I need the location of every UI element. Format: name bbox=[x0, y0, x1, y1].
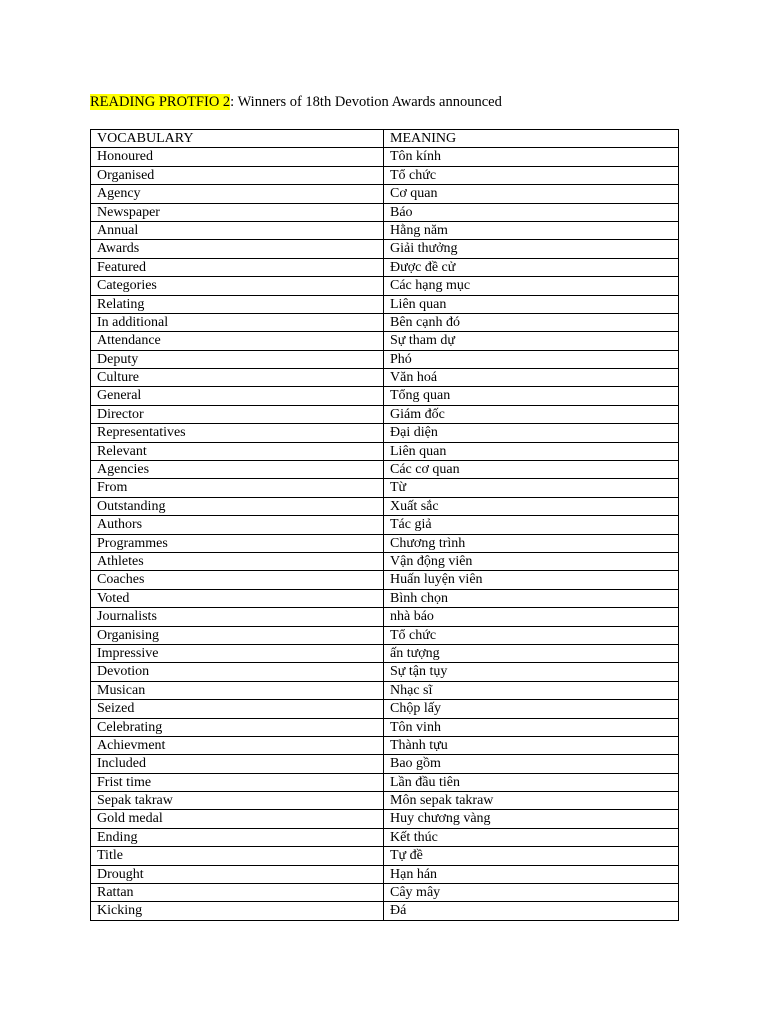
meaning-cell: Sự tham dự bbox=[384, 332, 679, 350]
vocabulary-cell: Frist time bbox=[91, 773, 384, 791]
table-row bbox=[91, 424, 679, 442]
meaning-cell: Xuất sắc bbox=[384, 497, 679, 515]
table-row bbox=[91, 203, 679, 221]
meaning-cell: Chộp lấy bbox=[384, 700, 679, 718]
meaning-cell: Tổ chức bbox=[384, 626, 679, 644]
table-row bbox=[91, 516, 679, 534]
meaning-cell: Giám đốc bbox=[384, 405, 679, 423]
meaning-cell: Từ bbox=[384, 479, 679, 497]
meaning-cell: Bao gồm bbox=[384, 755, 679, 773]
meaning-cell: Văn hoá bbox=[384, 369, 679, 387]
vocabulary-cell: Programmes bbox=[91, 534, 384, 552]
vocabulary-cell: Achievment bbox=[91, 736, 384, 754]
header-vocabulary: VOCABULARY bbox=[91, 130, 384, 148]
vocabulary-cell: Impressive bbox=[91, 644, 384, 662]
meaning-cell: Huấn luyện viên bbox=[384, 571, 679, 589]
vocabulary-cell: Celebrating bbox=[91, 718, 384, 736]
meaning-cell: Bình chọn bbox=[384, 589, 679, 607]
meaning-cell: Liên quan bbox=[384, 442, 679, 460]
page-title bbox=[90, 92, 502, 112]
vocabulary-cell: Culture bbox=[91, 369, 384, 387]
meaning-cell: nhà báo bbox=[384, 608, 679, 626]
vocabulary-cell: In additional bbox=[91, 313, 384, 331]
table-row bbox=[91, 626, 679, 644]
vocabulary-cell: Ending bbox=[91, 828, 384, 846]
meaning-cell: Báo bbox=[384, 203, 679, 221]
meaning-cell: Giải thưởng bbox=[384, 240, 679, 258]
meaning-cell: Lần đầu tiên bbox=[384, 773, 679, 791]
meaning-cell: Nhạc sĩ bbox=[384, 681, 679, 699]
vocabulary-cell: Journalists bbox=[91, 608, 384, 626]
table-row bbox=[91, 148, 679, 166]
vocabulary-cell: Athletes bbox=[91, 552, 384, 570]
table-row bbox=[91, 240, 679, 258]
vocabulary-cell: Newspaper bbox=[91, 203, 384, 221]
vocabulary-cell: Deputy bbox=[91, 350, 384, 368]
table-row bbox=[91, 718, 679, 736]
meaning-cell: ấn tượng bbox=[384, 644, 679, 662]
table-row bbox=[91, 369, 679, 387]
meaning-cell: Được đề cử bbox=[384, 258, 679, 276]
table-row bbox=[91, 828, 679, 846]
table-row bbox=[91, 405, 679, 423]
meaning-cell: Cây mây bbox=[384, 884, 679, 902]
table-row bbox=[91, 792, 679, 810]
meaning-cell: Các hạng mục bbox=[384, 277, 679, 295]
vocabulary-cell: Coaches bbox=[91, 571, 384, 589]
vocabulary-cell: Honoured bbox=[91, 148, 384, 166]
vocabulary-cell: Sepak takraw bbox=[91, 792, 384, 810]
table-row bbox=[91, 332, 679, 350]
meaning-cell: Chương trình bbox=[384, 534, 679, 552]
vocabulary-cell: Agencies bbox=[91, 461, 384, 479]
table-row bbox=[91, 571, 679, 589]
meaning-cell: Kết thúc bbox=[384, 828, 679, 846]
table-row bbox=[91, 387, 679, 405]
meaning-cell: Liên quan bbox=[384, 295, 679, 313]
vocabulary-table bbox=[90, 129, 679, 921]
meaning-cell: Bên cạnh đó bbox=[384, 313, 679, 331]
table-row bbox=[91, 773, 679, 791]
meaning-cell: Vận động viên bbox=[384, 552, 679, 570]
meaning-cell: Hằng năm bbox=[384, 221, 679, 239]
meaning-cell: Đại diện bbox=[384, 424, 679, 442]
vocabulary-cell: Kicking bbox=[91, 902, 384, 920]
table-row bbox=[91, 884, 679, 902]
vocabulary-cell: Relevant bbox=[91, 442, 384, 460]
vocabulary-cell: Authors bbox=[91, 516, 384, 534]
vocabulary-cell: Drought bbox=[91, 865, 384, 883]
vocabulary-cell: Agency bbox=[91, 185, 384, 203]
meaning-cell: Hạn hán bbox=[384, 865, 679, 883]
vocabulary-cell: Rattan bbox=[91, 884, 384, 902]
table-row bbox=[91, 700, 679, 718]
vocabulary-cell: Included bbox=[91, 755, 384, 773]
table-row bbox=[91, 865, 679, 883]
table-row bbox=[91, 552, 679, 570]
table-header-row bbox=[91, 130, 679, 148]
table-row bbox=[91, 736, 679, 754]
meaning-cell: Phó bbox=[384, 350, 679, 368]
vocabulary-cell: Musican bbox=[91, 681, 384, 699]
table-row bbox=[91, 461, 679, 479]
meaning-cell: Tổ chức bbox=[384, 166, 679, 184]
table-row bbox=[91, 350, 679, 368]
table-row bbox=[91, 166, 679, 184]
meaning-cell: Tôn vinh bbox=[384, 718, 679, 736]
vocabulary-cell: Relating bbox=[91, 295, 384, 313]
meaning-cell: Thành tựu bbox=[384, 736, 679, 754]
meaning-cell: Tổng quan bbox=[384, 387, 679, 405]
meaning-cell: Tác giả bbox=[384, 516, 679, 534]
meaning-cell: Cơ quan bbox=[384, 185, 679, 203]
vocabulary-cell: Seized bbox=[91, 700, 384, 718]
table-row bbox=[91, 589, 679, 607]
table-row bbox=[91, 810, 679, 828]
table-row bbox=[91, 442, 679, 460]
meaning-cell: Sự tận tụy bbox=[384, 663, 679, 681]
vocabulary-cell: Representatives bbox=[91, 424, 384, 442]
table-row bbox=[91, 258, 679, 276]
table-row bbox=[91, 608, 679, 626]
meaning-cell: Tự đề bbox=[384, 847, 679, 865]
table-row bbox=[91, 497, 679, 515]
vocabulary-cell: Attendance bbox=[91, 332, 384, 350]
table-row bbox=[91, 534, 679, 552]
vocabulary-cell: Organising bbox=[91, 626, 384, 644]
heading-text: : Winners of 18th Devotion Awards announced bbox=[230, 94, 502, 110]
table-row bbox=[91, 313, 679, 331]
table-row bbox=[91, 221, 679, 239]
vocabulary-cell: Organised bbox=[91, 166, 384, 184]
meaning-cell: Tôn kính bbox=[384, 148, 679, 166]
vocabulary-cell: Director bbox=[91, 405, 384, 423]
table-row bbox=[91, 847, 679, 865]
heading-highlight-label: READING PROTFIO 2 bbox=[90, 94, 231, 110]
vocabulary-cell: Awards bbox=[91, 240, 384, 258]
vocabulary-cell: Outstanding bbox=[91, 497, 384, 515]
table-row bbox=[91, 644, 679, 662]
table-row bbox=[91, 185, 679, 203]
vocabulary-cell: Devotion bbox=[91, 663, 384, 681]
meaning-cell: Môn sepak takraw bbox=[384, 792, 679, 810]
vocabulary-cell: Voted bbox=[91, 589, 384, 607]
vocabulary-cell: General bbox=[91, 387, 384, 405]
table-row bbox=[91, 277, 679, 295]
header-meaning: MEANING bbox=[384, 130, 679, 148]
table-row bbox=[91, 663, 679, 681]
table-body bbox=[91, 148, 679, 920]
table-row bbox=[91, 755, 679, 773]
table-row bbox=[91, 681, 679, 699]
meaning-cell: Huy chương vàng bbox=[384, 810, 679, 828]
vocabulary-cell: Title bbox=[91, 847, 384, 865]
vocabulary-cell: Featured bbox=[91, 258, 384, 276]
vocabulary-cell: Annual bbox=[91, 221, 384, 239]
vocabulary-cell: Gold medal bbox=[91, 810, 384, 828]
table-row bbox=[91, 902, 679, 920]
vocabulary-cell: Categories bbox=[91, 277, 384, 295]
table-row bbox=[91, 479, 679, 497]
meaning-cell: Đá bbox=[384, 902, 679, 920]
table-row bbox=[91, 295, 679, 313]
meaning-cell: Các cơ quan bbox=[384, 461, 679, 479]
vocabulary-cell: From bbox=[91, 479, 384, 497]
